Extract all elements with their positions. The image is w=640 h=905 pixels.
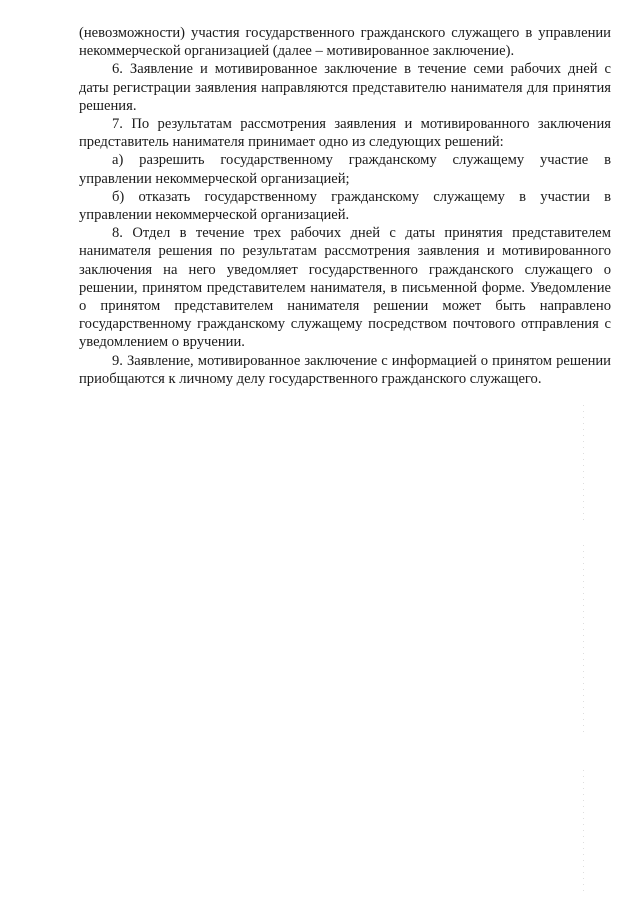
scan-artifact-lower xyxy=(583,770,584,895)
paragraph-item-6: 6. Заявление и мотивированное заключение в течение семи рабочих дней с даты регистрации заявления направляются представителю нанимателя для принятия решения. xyxy=(79,61,611,114)
scan-artifact-middle xyxy=(583,545,584,735)
paragraph-item-8: 8. Отдел в течение трех рабочих дней с даты принятия представителем нанимателя решения по результатам рассмотрения заявления и мотивированного заключения на него уведомляет государственного гражданского служащего о решении, принятом представителем нанимателя, в письменной форме. Уведомление о принятом представителем нанимателя решении может быть направлено государственному гражданскому служащему посредством почтового отправления с уведомлением о вручении. xyxy=(79,225,611,351)
paragraph-item-9: 9. Заявление, мотивированное заключение с информацией о принятом решении приобщаются к личному делу государственного гражданского служащего. xyxy=(79,352,611,387)
paragraph-subitem-a: а) разрешить государственному гражданскому служащему участие в управлении некоммерческой организацией; xyxy=(79,152,611,187)
scan-artifact-upper xyxy=(583,405,584,525)
paragraph-item-7: 7. По результатам рассмотрения заявления и мотивированного заключения представитель нанимателя принимает одно из следующих решений: xyxy=(79,116,611,151)
paragraph-continuation: (невозможности) участия государственного гражданского служащего в управлении некоммерческой организацией (далее – мотивированное заключение). xyxy=(79,25,611,60)
paragraph-subitem-b: б) отказать государственному гражданскому служащему в участии в управлении некоммерческой организацией. xyxy=(79,188,611,224)
document-body xyxy=(79,24,611,388)
